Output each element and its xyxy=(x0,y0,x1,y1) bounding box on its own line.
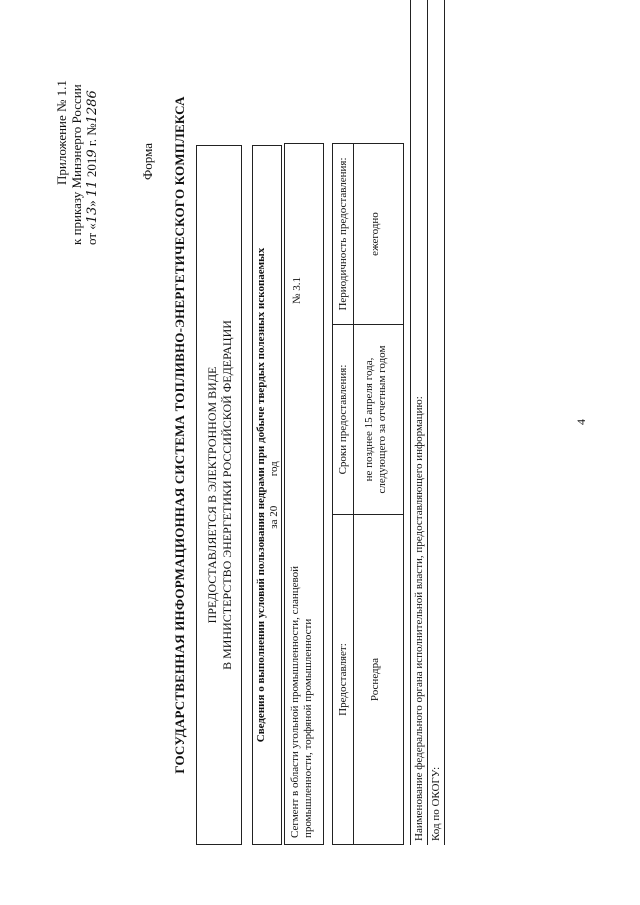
handwritten-day: 13 xyxy=(85,206,100,224)
period-suffix: год xyxy=(268,461,280,477)
number-prefix: г. № xyxy=(84,123,99,150)
footer-row-okogu: Код по ОКОГУ: xyxy=(428,0,445,845)
system-title: ГОСУДАРСТВЕННАЯ ИНФОРМАЦИОННАЯ СИСТЕМА ТОПЛИВНО-ЭНЕРГЕТИЧЕСКОГО КОМПЛЕКСА xyxy=(172,96,187,774)
deadline-line-1: не позднее 15 апреля года, xyxy=(363,357,375,482)
submission-line-1: ПРЕДОСТАВЛЯЕТСЯ В ЭЛЕКТРОННОМ ВИДЕ xyxy=(205,366,219,624)
footer-table xyxy=(410,0,445,845)
report-title-box xyxy=(252,145,282,845)
form-number: № 3.1 xyxy=(291,277,303,304)
date-quote: » xyxy=(84,200,99,207)
submission-line-2: В МИНИСТЕРСТВО ЭНЕРГЕТИКИ РОССИЙСКОЙ ФЕДЕРАЦИИ xyxy=(220,320,234,670)
segment-text xyxy=(289,338,315,838)
segment-line-2: промышленности, торфяной промышленности xyxy=(302,618,314,838)
date-prefix: от « xyxy=(84,223,99,245)
header-provider: Предоставляет: xyxy=(333,514,353,844)
report-title: Сведения о выполнении условий пользования недрами при добыче твердых полезных ископаемых xyxy=(255,247,267,743)
table-row xyxy=(353,144,403,844)
segment-line-1: Сегмент в области угольной промышленности, сланцевой xyxy=(289,565,301,838)
handwritten-order-number: 1286 xyxy=(85,90,100,124)
submission-box xyxy=(196,145,242,845)
report-period xyxy=(268,146,281,844)
deadline-line-2: следующего за отчетным годом xyxy=(376,345,388,494)
submission-table xyxy=(332,143,404,845)
header-periodicity: Периодичность предоставления: xyxy=(337,157,349,311)
handwritten-month: 11 xyxy=(85,180,100,197)
year-prefix: 201 xyxy=(84,157,99,178)
table-header-row xyxy=(333,144,354,844)
appendix-header xyxy=(54,15,100,245)
header-deadline: Сроки предоставления: xyxy=(333,324,353,514)
form-label: Форма xyxy=(140,143,155,180)
period-prefix: за 20 xyxy=(268,505,280,529)
appendix-line-2: к приказу Минэнерго России xyxy=(69,84,84,245)
appendix-line-3 xyxy=(84,15,100,245)
handwritten-year-digit: 9 xyxy=(85,149,100,158)
cell-deadline xyxy=(353,324,403,514)
footer-row-authority: Наименование федерального органа исполнительной власти, предоставляющего информацию: xyxy=(411,0,428,845)
cell-periodicity: ежегодно xyxy=(369,212,381,256)
cell-provider: Роснедра xyxy=(353,514,403,844)
page-number: 4 xyxy=(574,419,588,425)
segment-box xyxy=(284,143,324,845)
appendix-line-1: Приложение № 1.1 xyxy=(54,80,69,185)
